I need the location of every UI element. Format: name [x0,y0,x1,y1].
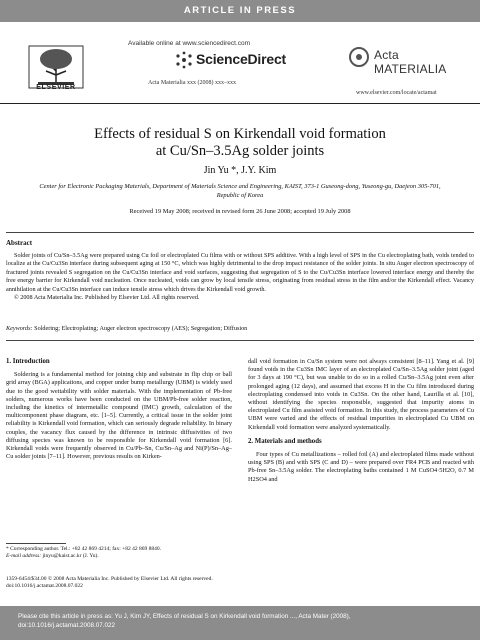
issn-block [6,576,306,590]
received-dates: Received 19 May 2008; received in revised form 26 June 2008; accepted 19 July 2008 [129,208,351,215]
citation-prefix: Please cite this article in press as: Yu J, Kim JY, Effects of residual S on Kirkendall void formation ..., Acta Mater (2008), [18,613,351,620]
citation-doi-link[interactable]: doi:10.1016/j.actamat.2008.07.022 [18,622,115,629]
abstract-body [6,252,474,302]
authors: Jin Yu *, J.Y. Kim [203,165,277,176]
journal-header [28,38,452,100]
available-online-text: Available online at www.sciencedirect.com [128,40,250,47]
section-heading-methods: 2. Materials and methods [248,437,322,445]
keywords [6,325,474,332]
article-in-press-banner: ARTICLE IN PRESS [0,0,480,22]
email-label: E-mail address: [6,553,42,559]
journal-brand: Acta MATERIALIA [374,48,447,76]
left-column [6,352,232,461]
footnote-email [6,553,232,560]
affiliation-line: Center for Electronic Packaging Materials, Department of Materials Science and Engineering, KAIST, 373-1 Guseong-dong, Yuseong-gu, Daejeon 305-701, [39,183,441,190]
issn-line: 1359-6454/$34.00 © 2008 Acta Materialia Inc. Published by Elsevier Ltd. All rights reserved. [6,576,213,582]
title-line: at Cu/Sn–3.5Ag solder joints [155,143,325,159]
acta-materialia-icon [348,46,370,68]
footnote-rule [6,543,66,544]
affiliation [20,183,460,200]
continued-text: dall void formation in Cu/Sn system were not always consistent [8–11]. Yang et al. [9] found voids in the Cu3Sn IMC layer of an electroplated Cu/Sn–3.5Ag solder joint (aged for 3 days at 190 °C), but was unable to do so in a rolled Cu/Sn–3.5Ag joint even after prolonged aging (12 days), and assumed that excess H in the Cu film introduced during electroplating condensed into voids in Cu3Sn. On the other hand, Laurilla et al. [10], without identifying the species responsible, suggested that impurity atoms in electroplated Cu film assisted void formation. In this study, the process parameters of Cu UBM were varied and the effects of residual impurities in electroplated Cu UBM on Kirkendall void formation were analyzed systematically. [248,358,474,431]
corresponding-author-footnote [6,546,232,560]
citation-text [18,612,468,630]
keywords-label: Keywords: [6,325,33,332]
footnote-contact: * Corresponding author. Tel.: +82 42 869 4214; fax: +82 42 869 8840. [6,546,161,552]
email-address[interactable]: jinyu@kaist.ac.kr (J. Yu). [42,553,99,559]
sciencedirect-icon [174,50,194,70]
abstract-heading: Abstract [6,239,33,247]
keywords-list: Soldering; Electroplating; Auger electron spectroscopy (AES); Segregation; Diffusion [34,325,248,332]
abstract-text: Solder joints of Cu/Sn–3.5Ag were prepared using Cu foil or electroplated Cu films with or without SPS additive. With a high level of SPS in the Cu electroplating bath, voids tended to localize at the Cu/Cu3Sn interface during subsequent aging at 150 °C, which was highly detrimental to the drop impact resistance of the solder joints. In situ Auger electron spectroscopy of fractured joints revealed S segregation on the Cu/Cu3Sn interface and void surfaces, suggesting that segregation of S to the Cu/Cu3Sn interface lowered interface energy and thereby the free energy barrier for Kirkendall void nucleation. Once nucleated, voids can grow by local tensile stress, originating from residual stress in the film and/or the Kirkendall effect. Vacancy annihilation at the Cu/Cu3Sn interface can induce tensile stress which drives the Kirkendall void growth. [6,252,474,293]
copyright-line: © 2008 Acta Materialia Inc. Published by Elsevier Ltd. All rights reserved. [14,294,200,302]
sciencedirect-wordmark: ScienceDirect [196,51,287,67]
journal-reference: Acta Materialia xxx (2008) xxx–xxx [148,80,236,86]
section-heading-introduction: 1. Introduction [6,358,50,365]
doi-line[interactable]: doi:10.1016/j.actamat.2008.07.022 [6,583,83,589]
article-title [40,126,440,160]
title-line: Effects of residual S on Kirkendall void formation [94,126,386,142]
header-divider [0,103,480,104]
right-column [248,352,474,484]
abstract-top-rule [6,232,474,233]
methods-text: Four types of Cu metallizations – rolled foil (A) and electroplated films made without using SPS (B) and with SPS (C and D) – were prepared over FR4 PCB and reacted with Pb-free Sn–3.5Ag solder. The electroplating baths contained 1 M CuSO4·5H2O, 0.7 M H2SO4 and [248,451,474,483]
affiliation-line: Republic of Korea [216,191,264,199]
journal-url-link[interactable]: www.elsevier.com/locate/actamat [356,90,437,96]
abstract-bottom-rule [6,340,474,341]
publisher-name: ELSEVIER [36,84,76,91]
introduction-text: Soldering is a fundamental method for joining chip and substrate in flip chip or ball grid array (BGA) applications, and copper under bump metallurgy (UBM) is widely used due to the good wettability with solder materials. With the implementation of Pb-free solders, numerous works have been conducted on the UBM/Pb-free solder reaction, including the kinetics of intermetallic compound (IMC) growth, calculation of the multicomponent phase diagram, etc. [1–5]. Currently, a critical issue in the solder joint reliability is Kirkendall void formation, which can seriously degrade reliability. In binary couples, the vacancy flux caused by the difference in intrinsic diffusivities of two diffusing species was known to be responsible for Kirkendall void formation [6]. Kirkendall voids were frequently observed in Cu/Pb–Sn, Cu/Sn–Ag and Ni(P)/Sn–Ag–Cu solder joints [7–11]. However, previous results on Kirken- [6,371,232,461]
